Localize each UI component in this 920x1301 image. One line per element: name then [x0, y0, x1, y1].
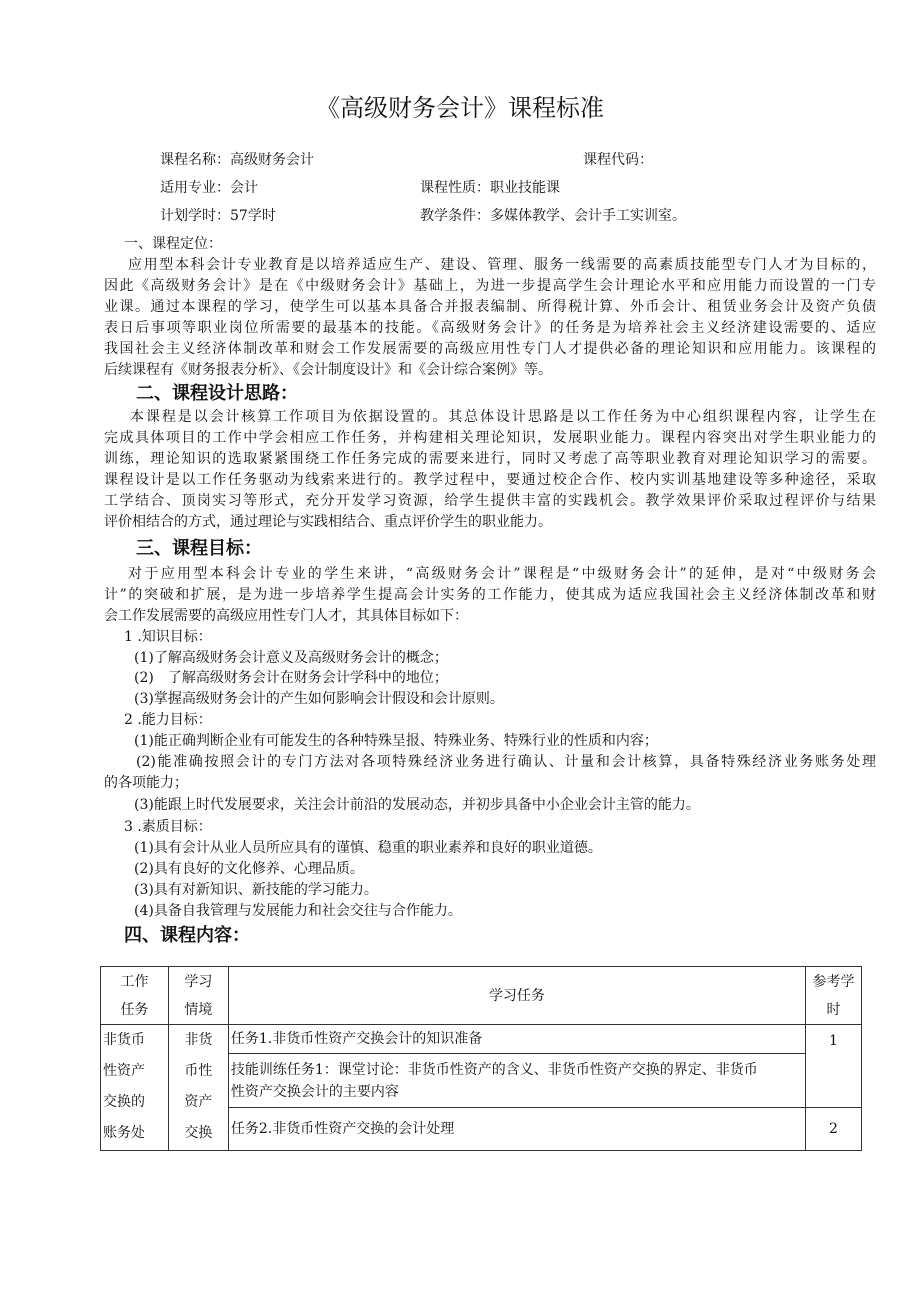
- table-header-row: [101, 967, 862, 1025]
- goal-2-heading: 2 .能力目标：: [124, 712, 212, 728]
- section-3-heading: 三、课程目标：: [136, 538, 262, 559]
- goal-item: 的各项能力；: [104, 775, 188, 791]
- goal-1-heading: 1 .知识目标：: [124, 629, 212, 645]
- course-code: 课程代码：: [583, 152, 653, 168]
- goal-item: (1)能正确判断企业有可能发生的各种特殊呈报、特殊业务、特殊行业的性质和内容；: [134, 733, 658, 749]
- paragraph-line: 因此《高级财务会计》是在《中级财务会计》基础上，为进一步提高学生会计理论水平和应用能力而设置的一门专: [104, 278, 876, 294]
- section-4-heading: 四、课程内容：: [124, 925, 250, 946]
- goal-item: (2) 了解高级财务会计在财务会计学科中的地位；: [134, 670, 448, 686]
- course-major: 适用专业：会计: [160, 180, 258, 196]
- paragraph-line: 完成具体项目的工作中学会相应工作任务，并构建相关理论知识，发展职业能力。课程内容突出对学生职业能力的: [104, 430, 876, 446]
- goal-item: (1)了解高级财务会计意义及高级财务会计的概念；: [134, 650, 448, 666]
- course-nature: 课程性质：职业技能课: [420, 180, 560, 196]
- section-2-heading: 二、课程设计思路：: [136, 383, 298, 404]
- goal-item: (4)具备自我管理与发展能力和社会交往与合作能力。: [134, 903, 462, 919]
- course-conditions: 教学条件：多媒体教学、会计手工实训室。: [420, 208, 686, 224]
- paragraph-line: 对于应用型本科会计专业的学生来讲，“高级财务会计”课程是“中级财务会计”的延伸，是对“中级财务会: [128, 566, 876, 582]
- task-cell: 任务2.非货币性资产交换的会计处理: [228, 1108, 805, 1151]
- goal-item: (3)能跟上时代发展要求，关注会计前沿的发展动态，并初步具备中小企业会计主管的能力。: [134, 797, 700, 813]
- paragraph-line: 本课程是以会计核算工作项目为依据设置的。其总体设计思路是以工作任务为中心组织课程内容，让学生在: [130, 409, 876, 425]
- goal-item: (2)能准确按照会计的专门方法对各项特殊经济业务进行确认、计量和会计核算，具备特殊经济业务账务处理: [136, 754, 876, 770]
- paragraph-line: 计”的突破和扩展，是为进一步培养学生提高会计实务的工作能力，使其成为适应我国社会主义经济体制改革和财: [104, 587, 876, 603]
- header-work-task: 工作 任务: [101, 967, 169, 1025]
- page-title: 《高级财务会计》课程标准: [316, 94, 604, 122]
- paragraph-line: 后续课程有《财务报表分析》、《会计制度设计》和《会计综合案例》等。: [104, 362, 552, 378]
- hours-cell: 2: [806, 1108, 862, 1151]
- goal-item: (3)掌握高级财务会计的产生如何影响会计假设和会计原则。: [134, 691, 504, 707]
- task-cell: 技能训练任务1：课堂讨论：非货币性资产的含义、非货币性资产交换的界定、非货币性资产交换会计的主要内容: [228, 1054, 805, 1108]
- table-row: [101, 1025, 862, 1054]
- goal-item: (3)具有对新知识、新技能的学习能力。: [134, 882, 378, 898]
- header-hours: 参考学 时: [806, 967, 862, 1025]
- goal-item: (2)具有良好的文化修养、心理品质。: [134, 861, 364, 877]
- paragraph-line: 课程设计是以工作任务驱动为线索来进行的。教学过程中，要通过校企合作、校内实训基地建设等多种途径，采取: [104, 472, 876, 488]
- goal-3-heading: 3 .素质目标：: [124, 819, 212, 835]
- course-hours: 计划学时：57学时: [160, 208, 276, 224]
- course-name: 课程名称：高级财务会计: [160, 152, 314, 168]
- paragraph-line: 我国社会主义经济体制改革和财会工作发展需要的高级应用性专门人才提供必备的理论知识和应用能力。该课程的: [104, 341, 876, 357]
- goal-item: (1)具有会计从业人员所应具有的谨慎、稳重的职业素养和良好的职业道德。: [134, 840, 602, 856]
- section-1-heading: 一、课程定位：: [124, 236, 222, 252]
- course-content-table: [100, 966, 862, 1151]
- paragraph-line: 业课。通过本课程的学习，使学生可以基本具备合并报表编制、所得税计算、外币会计、租赁业务会计及资产负债: [104, 299, 876, 315]
- paragraph-line: 训练，理论知识的选取紧紧围绕工作任务完成的需要来进行，同时又考虑了高等职业教育对理论知识学习的需要。: [104, 451, 876, 467]
- paragraph-line: 会工作发展需要的高级应用性专门人才，其具体目标如下：: [104, 608, 468, 624]
- header-learning-task: 学习任务: [228, 967, 805, 1025]
- work-task-cell: 非货币 性资产 交换的 账务处: [101, 1025, 169, 1151]
- paragraph-line: 应用型本科会计专业教育是以培养适应生产、建设、管理、服务一线需要的高素质技能型专门人才为目标的，: [128, 257, 876, 273]
- situation-cell: 非货 币性 资产 交换: [168, 1025, 228, 1151]
- paragraph-line: 表日后事项等职业岗位所需要的最基本的技能。《高级财务会计》的任务是为培养社会主义经济建设需要的、适应: [104, 320, 876, 336]
- paragraph-line: 工学结合、顶岗实习等形式，充分开发学习资源，给学生提供丰富的实践机会。教学效果评价采取过程评价与结果: [104, 493, 876, 509]
- paragraph-line: 评价相结合的方式，通过理论与实践相结合、重点评价学生的职业能力。: [104, 514, 552, 530]
- header-situation: 学习 情境: [168, 967, 228, 1025]
- hours-cell: 1: [806, 1025, 862, 1108]
- task-cell: 任务1.非货币性资产交换会计的知识准备: [228, 1025, 805, 1054]
